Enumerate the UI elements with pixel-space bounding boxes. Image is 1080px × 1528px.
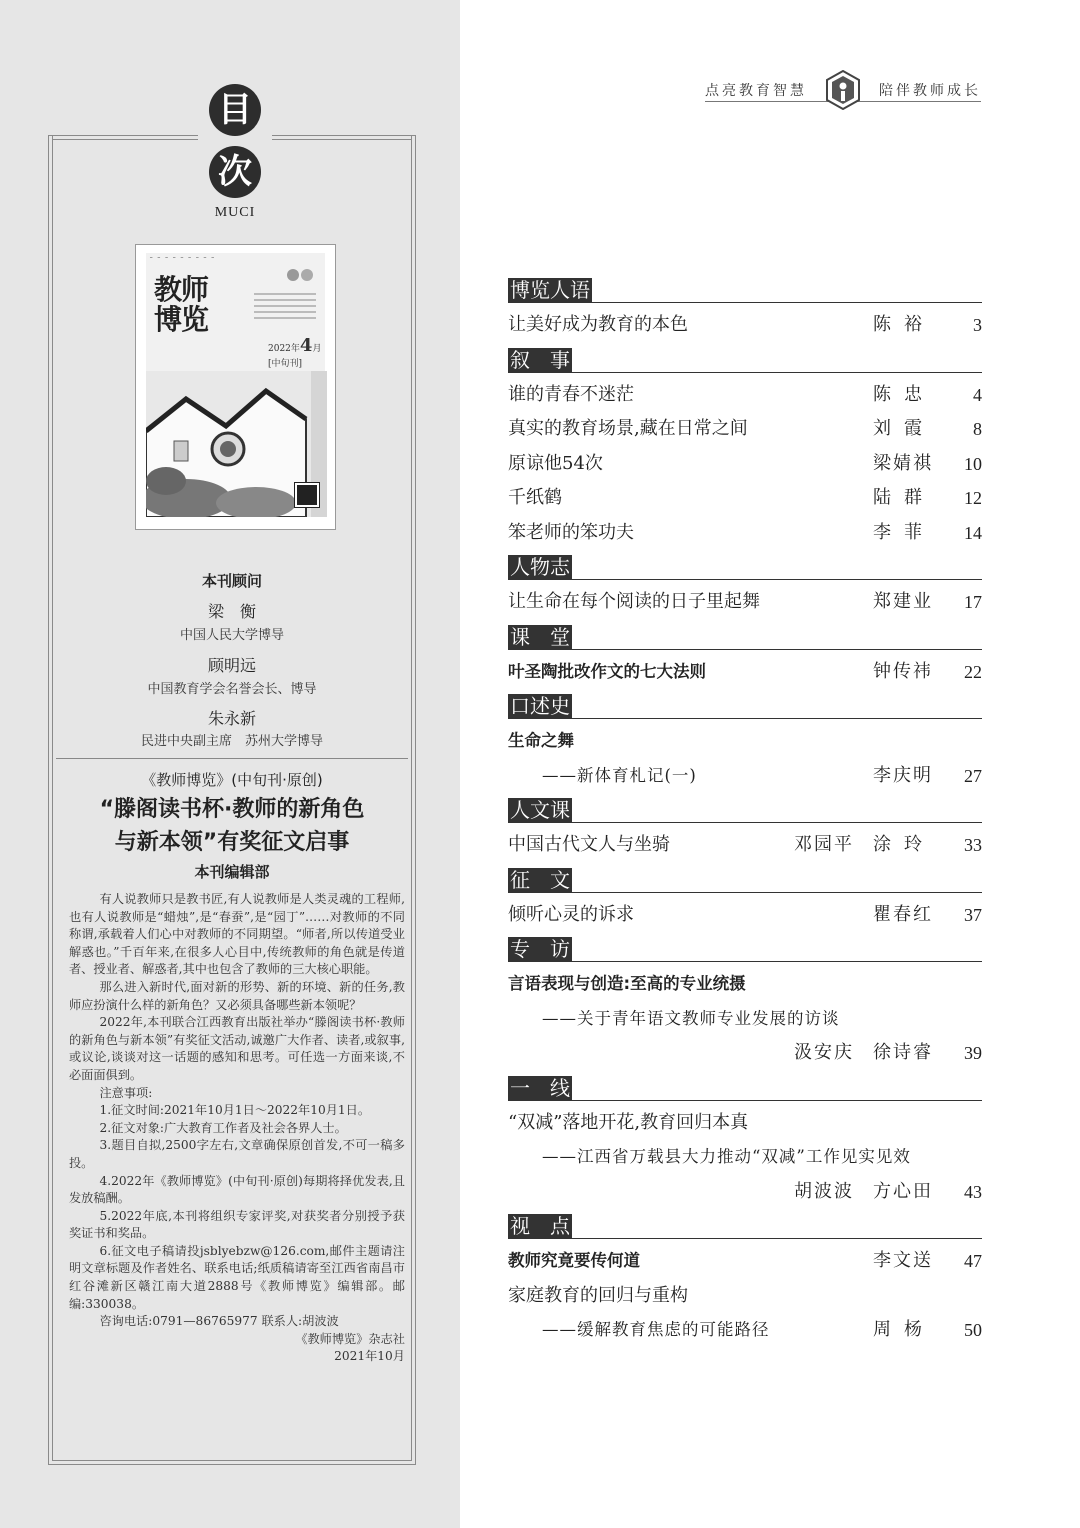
toc-section-header xyxy=(508,555,982,580)
toc-section-header xyxy=(508,937,982,962)
toc-entry-author: 李庆明 xyxy=(873,764,933,786)
notice-dept: 本刊编辑部 xyxy=(194,863,270,881)
notice-paragraph: 3.题目自拟,2500字左右,文章确保原创首发,不可一稿多投。 xyxy=(69,1138,405,1170)
toc-section-rule xyxy=(508,1100,982,1101)
cover-topline: ━ ━ ━ ━ ━ ━ ━ ━ ━ xyxy=(150,255,216,260)
notice-paragraph: 那么进入新时代,面对新的形势、新的环境、新的任务,教师应扮演什么样的新角色？又必须具备哪些新本领呢？ xyxy=(69,979,405,1012)
toc-entry-title: 真实的教育场景,藏在日常之间 xyxy=(508,418,748,439)
cover-title xyxy=(154,275,208,335)
toc-entry[interactable] xyxy=(508,1111,982,1146)
toc-entry[interactable] xyxy=(508,660,982,695)
toc-entry-page: 33 xyxy=(964,835,982,855)
notice-body xyxy=(69,891,405,1366)
toc-entry[interactable] xyxy=(508,417,982,452)
toc-entry-subtitle: ——缓解教育焦虑的可能路径 xyxy=(542,1320,770,1339)
toc-entry[interactable] xyxy=(508,1041,982,1076)
toc-section-header xyxy=(508,348,982,373)
cover-issue-month: 4 xyxy=(299,335,313,356)
toc-entry[interactable] xyxy=(508,1318,982,1353)
toc-entry-author: 李菲 xyxy=(873,521,935,543)
toc-entry-page: 4 xyxy=(973,384,982,405)
notice-paragraph: 注意事项: xyxy=(99,1085,153,1100)
toc-entry[interactable] xyxy=(508,764,982,799)
advisers-title: 本刊顾问 xyxy=(201,572,262,590)
toc-section-label: 人物志 xyxy=(510,555,570,579)
toc-entry-title: 谁的青春不迷茫 xyxy=(508,383,634,405)
toc-section-header xyxy=(508,694,982,719)
cover-issue-month-suffix: 月 xyxy=(312,344,322,354)
toc-section-label: 叙 事 xyxy=(510,347,570,372)
toc-entry[interactable] xyxy=(508,486,982,521)
toc-entry-page: 47 xyxy=(964,1251,982,1271)
table-of-contents xyxy=(508,278,982,1353)
toc-entry-author: 周杨 xyxy=(873,1319,935,1340)
toc-entry-author: 刘霞 xyxy=(873,418,935,439)
cover-issue xyxy=(268,335,321,369)
toc-entry-author: 陈裕 xyxy=(873,314,935,335)
toc-entry[interactable] xyxy=(508,452,982,487)
cover-inner xyxy=(146,253,325,515)
cover-title-line2: 博览 xyxy=(154,303,209,336)
toc-entry-page: 14 xyxy=(964,522,982,543)
notice-paragraph: 咨询电话:0791—86765977 联系人:胡波波 xyxy=(99,1314,339,1329)
toc-entry[interactable] xyxy=(508,1249,982,1284)
toc-entry-subtitle: ——新体育札记(一) xyxy=(542,765,697,785)
toc-section-label: 口述史 xyxy=(510,694,570,718)
toc-entry[interactable] xyxy=(508,521,982,556)
toc-entry-title: 倾听心灵的诉求 xyxy=(508,903,634,925)
toc-entry-author: 方心田 xyxy=(873,1180,933,1202)
cover-issue-year: 2022年 xyxy=(268,344,300,354)
notice-paragraph: 5.2022年底,本刊将组织专家评奖,对获奖者分别授予获奖证书和奖品。 xyxy=(69,1208,405,1241)
toc-entry[interactable] xyxy=(508,903,982,938)
toc-entry-page: 12 xyxy=(964,488,982,508)
slogan-left: 点亮教育智慧 xyxy=(705,83,807,99)
toc-entry-author: 陆群 xyxy=(873,487,935,508)
muci-char-2: 次 xyxy=(209,146,261,198)
left-panel xyxy=(0,0,460,1528)
toc-entry-author: 陈忠 xyxy=(873,383,935,405)
toc-entry-author: 钟传祎 xyxy=(873,660,933,682)
notice-subtitle: 《教师博览》(中旬刊·原创) xyxy=(141,771,323,789)
toc-entry-title: 让生命在每个阅读的日子里起舞 xyxy=(508,591,760,612)
toc-entry[interactable] xyxy=(508,590,982,625)
toc-entry-title: 让美好成为教育的本色 xyxy=(508,314,688,335)
notice-title-line2: 与新本领”有奖征文启事 xyxy=(114,830,350,855)
toc-section-rule xyxy=(508,892,982,893)
toc-entry-author: 李文送 xyxy=(873,1250,933,1271)
toc-entry-title: 言语表现与创造:至高的专业统摄 xyxy=(508,974,746,993)
slogan-right: 陪伴教师成长 xyxy=(879,83,981,99)
toc-entry-author: 梁婧祺 xyxy=(873,452,933,474)
toc-section-header xyxy=(508,625,982,650)
toc-entry-coauthor: 胡波波 xyxy=(794,1180,854,1202)
toc-entry-subtitle: ——关于青年语文教师专业发展的访谈 xyxy=(542,1008,840,1028)
toc-section-header xyxy=(508,1076,982,1101)
toc-section-rule xyxy=(508,372,982,373)
toc-entry[interactable] xyxy=(508,383,982,418)
toc-entry-page: 43 xyxy=(964,1181,982,1202)
toc-section-label: 一 线 xyxy=(510,1075,570,1100)
notice-title xyxy=(48,793,416,859)
adviser-desc: 民进中央副主席 苏州大学博导 xyxy=(140,734,323,749)
notice-sign-date: 2021年10月 xyxy=(334,1349,405,1364)
cover-badge-icon xyxy=(286,265,314,285)
adviser-name: 梁 衡 xyxy=(207,602,256,621)
toc-entry-title: 千纸鹤 xyxy=(508,487,562,508)
muci-english: MUCI xyxy=(214,205,256,220)
toc-entry-author: 瞿春红 xyxy=(873,903,933,925)
notice-paragraph: 1.征文时间:2021年10月1日～2022年10月1日。 xyxy=(99,1103,371,1118)
toc-section-rule xyxy=(508,822,982,823)
adviser-name: 朱永新 xyxy=(207,709,256,728)
notice-paragraph: 有人说教师只是教书匠,有人说教师是人类灵魂的工程师,也有人说教师是“蜡烛”,是“春蚕”,是“园丁”……对教师的不同称谓,承载着人们心中对教师的不同期望。“师者,所以传道受业解惑也。”千百年来,在很多人心目中,传统教师的角色就是传道者、授业者、解惑者,其中也包含了教师的三大核心职能。 xyxy=(69,892,405,977)
toc-section-rule xyxy=(508,579,982,580)
muci-char-1: 目 xyxy=(209,84,261,136)
toc-section-header xyxy=(508,278,982,303)
adviser-name: 顾明远 xyxy=(207,656,256,675)
toc-section-header xyxy=(508,798,982,823)
toc-entry[interactable] xyxy=(508,729,982,764)
toc-section-label: 征 文 xyxy=(510,867,570,892)
toc-entry-page: 3 xyxy=(973,315,982,335)
toc-entry[interactable] xyxy=(508,1284,982,1319)
toc-entry-title: 中国古代文人与坐骑 xyxy=(508,834,670,855)
toc-entry-page: 27 xyxy=(964,765,982,786)
toc-entry-title: 原谅他54次 xyxy=(508,452,603,474)
toc-entry-subtitle: ——江西省万载县大力推动“双减”工作见实见效 xyxy=(542,1147,911,1166)
notice-paragraph: 4.2022年《教师博览》(中旬刊·原创)每期将择优发表,且发放稿酬。 xyxy=(69,1173,405,1206)
magazine-logo-icon xyxy=(826,70,860,110)
notice-paragraph: 6.征文电子稿请投jsblyebzw@126.com,邮件主题请注明文章标题及作者姓名、联系电话;纸质稿请寄至江西省南昌市红谷滩新区赣江南大道2888号《教师博览》编辑部。邮编:330038。 xyxy=(69,1243,405,1311)
notice-paragraph: 2022年,本刊联合江西教育出版社举办“滕阁读书杯·教师的新角色与新本领”有奖征文活动,诚邀广大作者、读者,或叙事,或议论,谈谈对这一话题的感知和思考。可任选一方面来谈,不必面面俱到。 xyxy=(69,1015,405,1082)
toc-section-label: 课 堂 xyxy=(510,624,570,649)
toc-entry[interactable] xyxy=(508,833,982,868)
toc-entry-page: 37 xyxy=(964,904,982,925)
toc-entry-author: 徐诗睿 xyxy=(873,1042,933,1063)
toc-section-header xyxy=(508,1214,982,1239)
toc-entry-title: 家庭教育的回归与重构 xyxy=(508,1284,688,1306)
toc-entry-author: 郑建业 xyxy=(873,591,933,612)
toc-entry[interactable] xyxy=(508,972,982,1007)
toc-entry-title: 教师究竟要传何道 xyxy=(508,1251,640,1270)
toc-entry-page: 39 xyxy=(964,1043,982,1063)
toc-entry[interactable] xyxy=(508,313,982,348)
toc-section-label: 人文课 xyxy=(510,798,570,822)
adviser-desc: 中国人民大学博导 xyxy=(179,628,284,643)
toc-entry-coauthor: 汲安庆 xyxy=(794,1042,854,1063)
toc-entry-page: 17 xyxy=(964,592,982,612)
toc-entry-page: 10 xyxy=(964,453,982,474)
toc-section-rule xyxy=(508,1238,982,1239)
magazine-cover xyxy=(135,244,336,530)
toc-entry-page: 22 xyxy=(964,661,982,682)
toc-entry-title: 生命之舞 xyxy=(508,731,574,750)
cover-title-line1: 教师 xyxy=(154,273,209,306)
toc-section-rule xyxy=(508,649,982,650)
toc-entry-title: “双减”落地开花,教育回归本真 xyxy=(508,1111,749,1133)
toc-section-label: 视 点 xyxy=(510,1214,570,1238)
toc-entry-page: 8 xyxy=(973,419,982,439)
divider xyxy=(56,758,408,759)
toc-entry-title: 叶圣陶批改作文的七大法则 xyxy=(508,661,706,681)
toc-entry-author: 涂玲 xyxy=(873,834,935,855)
toc-section-label: 专 访 xyxy=(510,937,570,961)
toc-entry-title: 笨老师的笨功夫 xyxy=(508,521,634,543)
notice-title-line1: “滕阁读书杯·教师的新角色 xyxy=(99,797,365,822)
toc-entry[interactable] xyxy=(508,1007,982,1042)
toc-entry[interactable] xyxy=(508,1145,982,1180)
notice-paragraph: 2.征文对象:广大教育工作者及社会各界人士。 xyxy=(99,1120,347,1135)
cover-issue-type: [中旬刊] xyxy=(268,359,303,369)
toc-section-rule xyxy=(508,961,982,962)
notice-sign-org: 《教师博览》杂志社 xyxy=(295,1331,405,1346)
toc-section-header xyxy=(508,868,982,893)
toc-section-label: 博览人语 xyxy=(510,278,590,302)
toc-section-rule xyxy=(508,718,982,719)
toc-entry-coauthor: 邓园平 xyxy=(794,834,854,855)
adviser-desc: 中国教育学会名誉会长、博导 xyxy=(147,682,317,697)
toc-entry-page: 50 xyxy=(964,1320,982,1340)
toc-entry[interactable] xyxy=(508,1180,982,1215)
cover-qr-code xyxy=(295,483,319,507)
cover-teaser-lines xyxy=(254,293,316,323)
